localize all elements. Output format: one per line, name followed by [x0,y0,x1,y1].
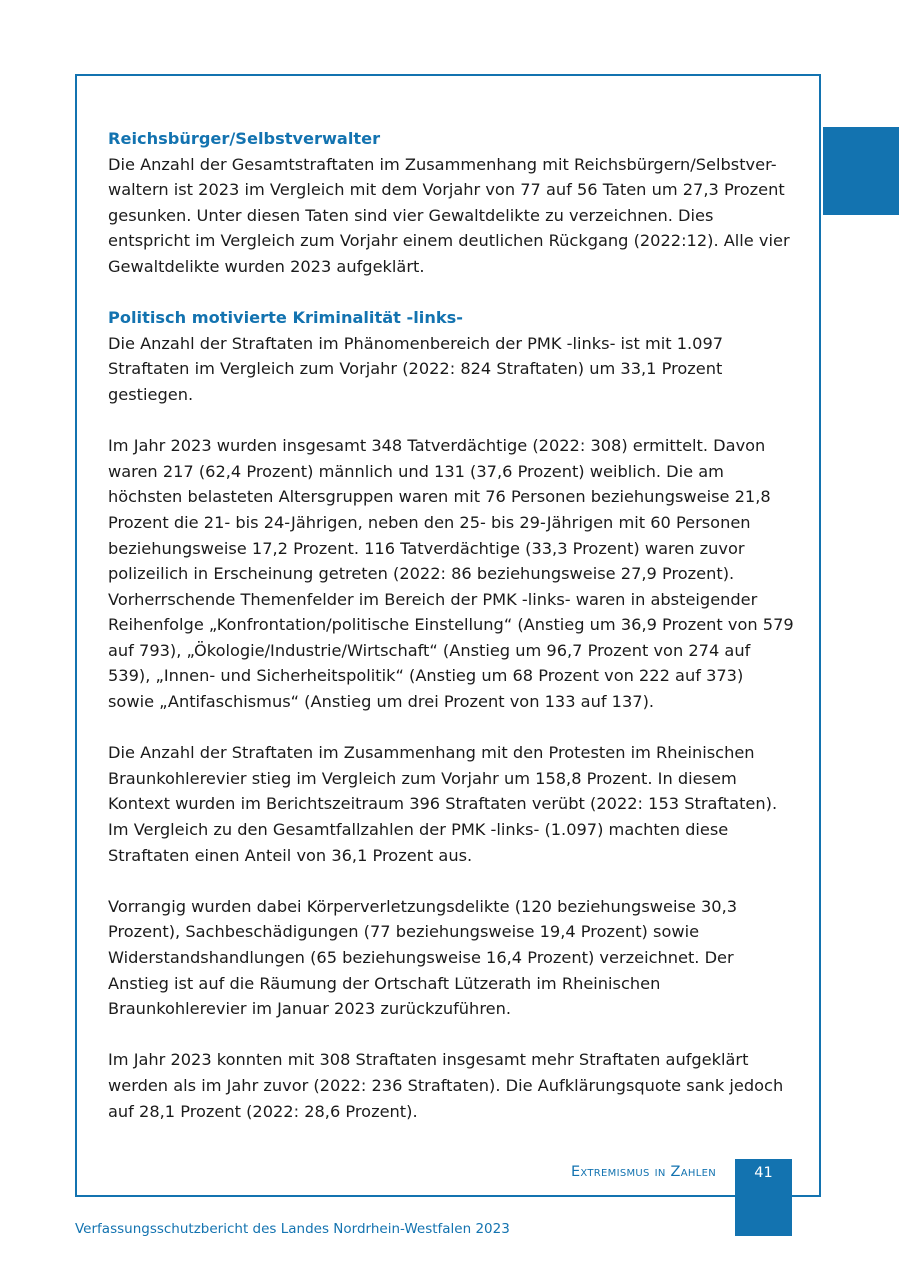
paragraph-pmk-links-5: Im Jahr 2023 konnten mit 308 Straftaten insgesamt mehr Straftaten aufgeklärt werden als im Jahr zuvor (2022: 236 Straftaten). Die Aufklärungsquote sank jedoch auf 28,1 Prozent (2022: 28,6 Prozent). [108,1050,784,1121]
section-heading-pmk-links: Politisch motivierte Kriminalität -links- [108,308,463,328]
running-footer-title: Extremismus in Zahlen [570,1164,716,1180]
main-content [108,126,794,1150]
paragraph-pmk-links-4: Vorrangig wurden dabei Körperverletzungsdelikte (120 beziehungsweise 30,3 Prozent), Sachbeschädigungen (77 beziehungsweise 19,4 Prozent) sowie Widerstandshandlungen (65 beziehungsweise 16,4 Prozent) verzeichnet. Der Anstieg ist auf die Räumung der Ortschaft Lützerath im Rheinischen Braunkohlerevier im Januar 2023 zurückzuführen. [108,896,738,1019]
paragraph-pmk-links-2: Im Jahr 2023 wurden insgesamt 348 Tatverdächtige (2022: 308) ermittelt. Davon waren 217 (62,4 Prozent) männlich und 131 (37,6 Prozent) weiblich. Die am höchsten belasteten Altersgruppen waren mit 76 Personen beziehungsweise 21,8 Prozent die 21- bis 24-Jährigen, neben den 25- bis 29-Jährigen mit 60 Personen beziehungsweise 17,2 Prozent. 116 Tatverdächtige (33,3 Prozent) waren zuvor polizeilich in Erscheinung getreten (2022: 86 beziehungsweise 27,9 Prozent). Vorherrschende Themenfelder im Bereich der PMK -links- waren in absteigender Reihenfolge „Konfrontation/politische Einstellung“ (Anstieg um 36,9 Prozent von 579 auf 793), „Ökologie/Industrie/Wirtschaft“ (Anstieg um 96,7 Prozent von 274 auf 539), „Innen- und Sicherheitspolitik“ (Anstieg um 68 Prozent von 222 auf 373) sowie „Antifaschismus“ (Anstieg um drei Prozent von 133 auf 137). [108,436,794,712]
paragraph-reichsbuerger: Die Anzahl der Gesamtstraftaten im Zusammenhang mit Reichsbürgern/Selbstver-waltern ist 2023 im Vergleich mit dem Vorjahr von 77 auf 56 Taten um 27,3 Prozent gesunken. Unter diesen Taten sind vier Gewaltdelikte zu verzeichnen. Dies entspricht im Vergleich zum Vorjahr einem deutlichen Rückgang (2022:12). Alle vier Gewaltdelikte wurden 2023 aufgeklärt. [108,154,790,276]
publication-title: Verfassungsschutzbericht des Landes Nordrhein-Westfalen 2023 [75,1221,510,1237]
section-heading-reichsbuerger: Reichsbürger/Selbstverwalter [108,129,381,148]
paragraph-pmk-links-3: Die Anzahl der Straftaten im Zusammenhang mit den Protesten im Rheinischen Braunkohlerevier stieg im Vergleich zum Vorjahr um 158,8 Prozent. In diesem Kontext wurden im Berichtszeitraum 396 Straftaten verübt (2022: 153 Straftaten). Im Vergleich zu den Gesamtfallzahlen der PMK -links- (1.097) machten diese Straftaten einen Anteil von 36,1 Prozent aus. [108,743,778,865]
page-number-box [735,1159,792,1236]
page-number: 41 [754,1165,773,1181]
paragraph-pmk-links-1: Die Anzahl der Straftaten im Phänomenbereich der PMK -links- ist mit 1.097 Straftaten im Vergleich zum Vorjahr (2022: 824 Straftaten) um 33,1 Prozent gestiegen. [108,333,724,404]
chapter-tab-marker [823,127,899,215]
